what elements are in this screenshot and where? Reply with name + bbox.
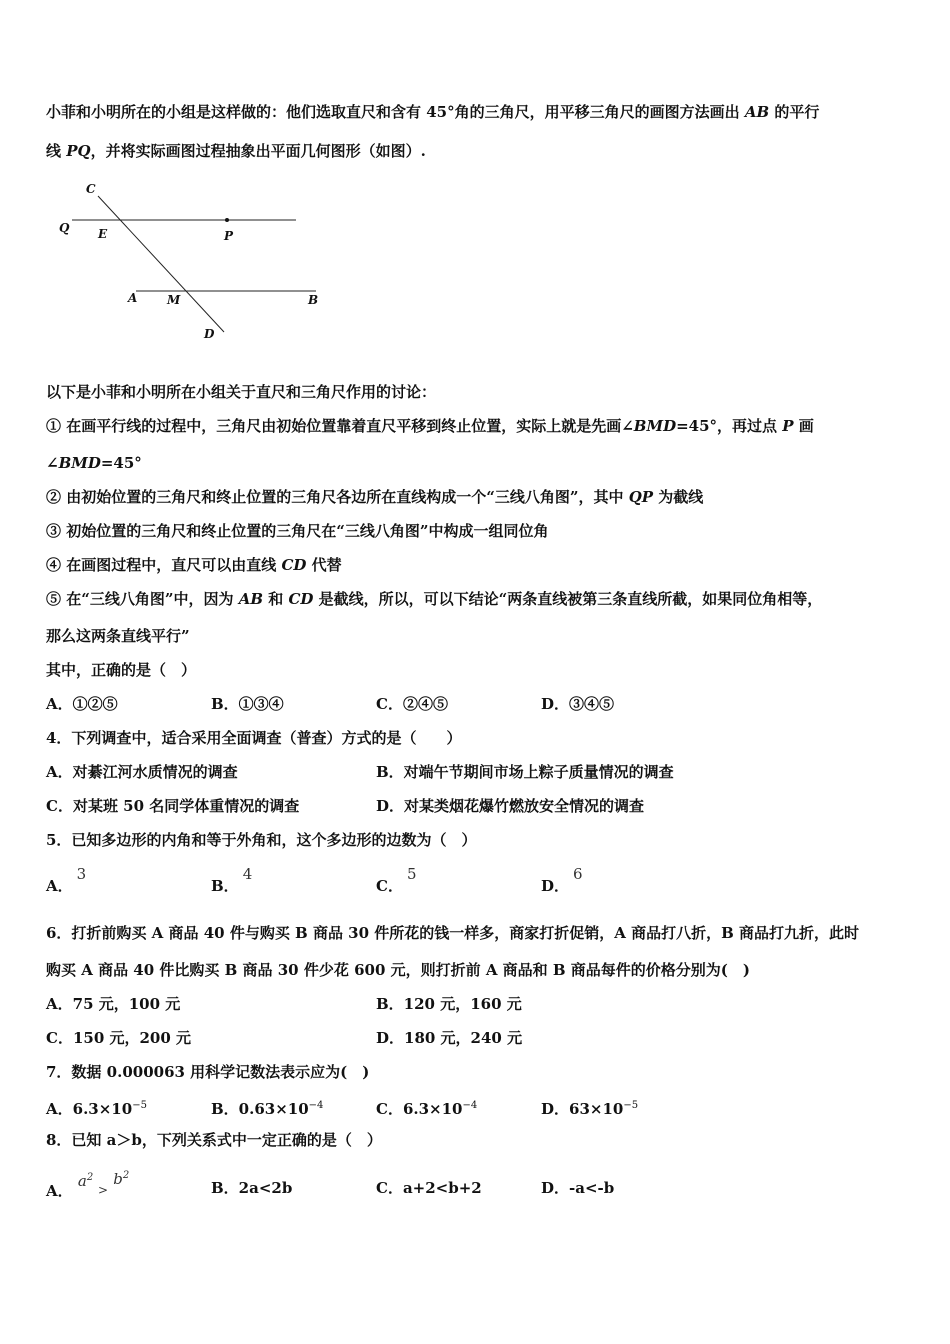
q3-option-b[interactable]: B．①③④ — [211, 695, 284, 713]
intro-line-1: 小菲和小明所在的小组是这样做的：他们选取直尺和含有 45°角的三角尺，用平移三角尺的画图方法画出 AB 的平行 — [46, 103, 820, 121]
q5-option-c[interactable]: C．5 — [376, 865, 417, 895]
label-q: Q — [59, 221, 70, 235]
label-d: D — [204, 327, 215, 341]
q3-option-c[interactable]: C．②④⑤ — [376, 695, 448, 713]
label-c: C — [86, 182, 96, 196]
q6-stem-2: 购买 A 商品 40 件比购买 B 商品 30 件少花 600 元，则打折前 A 商品和 B 商品每件的价格分别为( ) — [46, 961, 751, 979]
q5-stem: 5．已知多边形的内角和等于外角和，这个多边形的边数为（ ） — [46, 831, 477, 849]
q5-option-b[interactable]: B．4 — [211, 865, 253, 895]
q6-option-a[interactable]: A．75 元，100 元 — [46, 995, 181, 1013]
q7-option-d[interactable]: D．$63\times 10^{-5}$ — [541, 1100, 639, 1118]
q8-option-d[interactable]: D．-a<-b — [541, 1179, 615, 1197]
q6-stem-1: 6．打折前购买 A 商品 40 件与购买 B 商品 30 件所花的钱一样多，商家打折促销，A 商品打八折，B 商品打九折，此时 — [46, 924, 860, 942]
statement-3: ③ 初始位置的三角尺和终止位置的三角尺在“三线八角图”中构成一组同位角 — [46, 522, 549, 540]
discussion-header: 以下是小菲和小明所在小组关于直尺和三角尺作用的讨论： — [46, 383, 437, 401]
q7-option-a[interactable]: A．$6.3\times 10^{-5}$ — [46, 1100, 147, 1118]
q8-option-b[interactable]: B．2a<2b — [211, 1179, 293, 1197]
point-p — [225, 218, 229, 222]
q3-option-d[interactable]: D．③④⑤ — [541, 695, 615, 713]
statement-2: ② 由初始位置的三角尺和终止位置的三角尺各边所在直线构成一个“三线八角图”，其中 QP 为截线 — [46, 488, 704, 506]
question-3-ask: 其中，正确的是（ ） — [46, 661, 197, 679]
q4-option-b[interactable]: B．对端午节期间市场上粽子质量情况的调查 — [376, 763, 674, 781]
label-e: E — [98, 227, 108, 241]
q4-option-d[interactable]: D．对某类烟花爆竹燃放安全情况的调查 — [376, 797, 645, 815]
geometry-figure — [50, 178, 340, 352]
q4-option-c[interactable]: C．对某班 50 名同学体重情况的调查 — [46, 797, 300, 815]
label-m: M — [167, 293, 181, 307]
statement-1: ① 在画平行线的过程中，三角尺由初始位置靠着直尺平移到终止位置，实际上就是先画∠BMD=45°，再过点 P 画 — [46, 417, 814, 435]
q4-option-a[interactable]: A．对綦江河水质情况的调查 — [46, 763, 238, 781]
q7-option-c[interactable]: C．$6.3\times 10^{-4}$ — [376, 1100, 478, 1118]
q8-option-c[interactable]: C．a+2<b+2 — [376, 1179, 482, 1197]
label-p: P — [224, 229, 234, 243]
label-a: A — [128, 291, 138, 305]
q6-option-d[interactable]: D．180 元，240 元 — [376, 1029, 523, 1047]
q6-option-c[interactable]: C．150 元，200 元 — [46, 1029, 192, 1047]
q5-option-a[interactable]: A．3 — [46, 865, 87, 895]
q6-option-b[interactable]: B．120 元，160 元 — [376, 995, 522, 1013]
q8-stem: 8．已知 a＞b，下列关系式中一定正确的是（ ） — [46, 1131, 382, 1149]
statement-1-cont: ∠BMD=45° — [46, 454, 142, 472]
statement-5-cont: 那么这两条直线平行” — [46, 627, 190, 645]
q3-option-a[interactable]: A．①②⑤ — [46, 695, 118, 713]
label-b: B — [308, 293, 319, 307]
q4-stem: 4．下列调查中，适合采用全面调查（普查）方式的是（ ） — [46, 729, 462, 747]
line-cd — [98, 196, 224, 332]
q8-option-a[interactable]: A． $a^2 > b^2$ — [46, 1170, 130, 1200]
statement-4: ④ 在画图过程中，直尺可以由直线 CD 代替 — [46, 556, 342, 574]
statement-5: ⑤ 在“三线八角图”中，因为 AB 和 CD 是截线，所以，可以下结论“两条直线被第三条直线所截，如果同位角相等， — [46, 590, 823, 608]
q5-option-d[interactable]: D．6 — [541, 865, 583, 895]
q7-option-b[interactable]: B．$0.63\times 10^{-4}$ — [211, 1100, 324, 1118]
q7-stem: 7．数据 0.000063 用科学记数法表示应为( ) — [46, 1063, 370, 1081]
intro-line-2: 线 PQ，并将实际画图过程抽象出平面几何图形（如图）. — [46, 142, 426, 160]
